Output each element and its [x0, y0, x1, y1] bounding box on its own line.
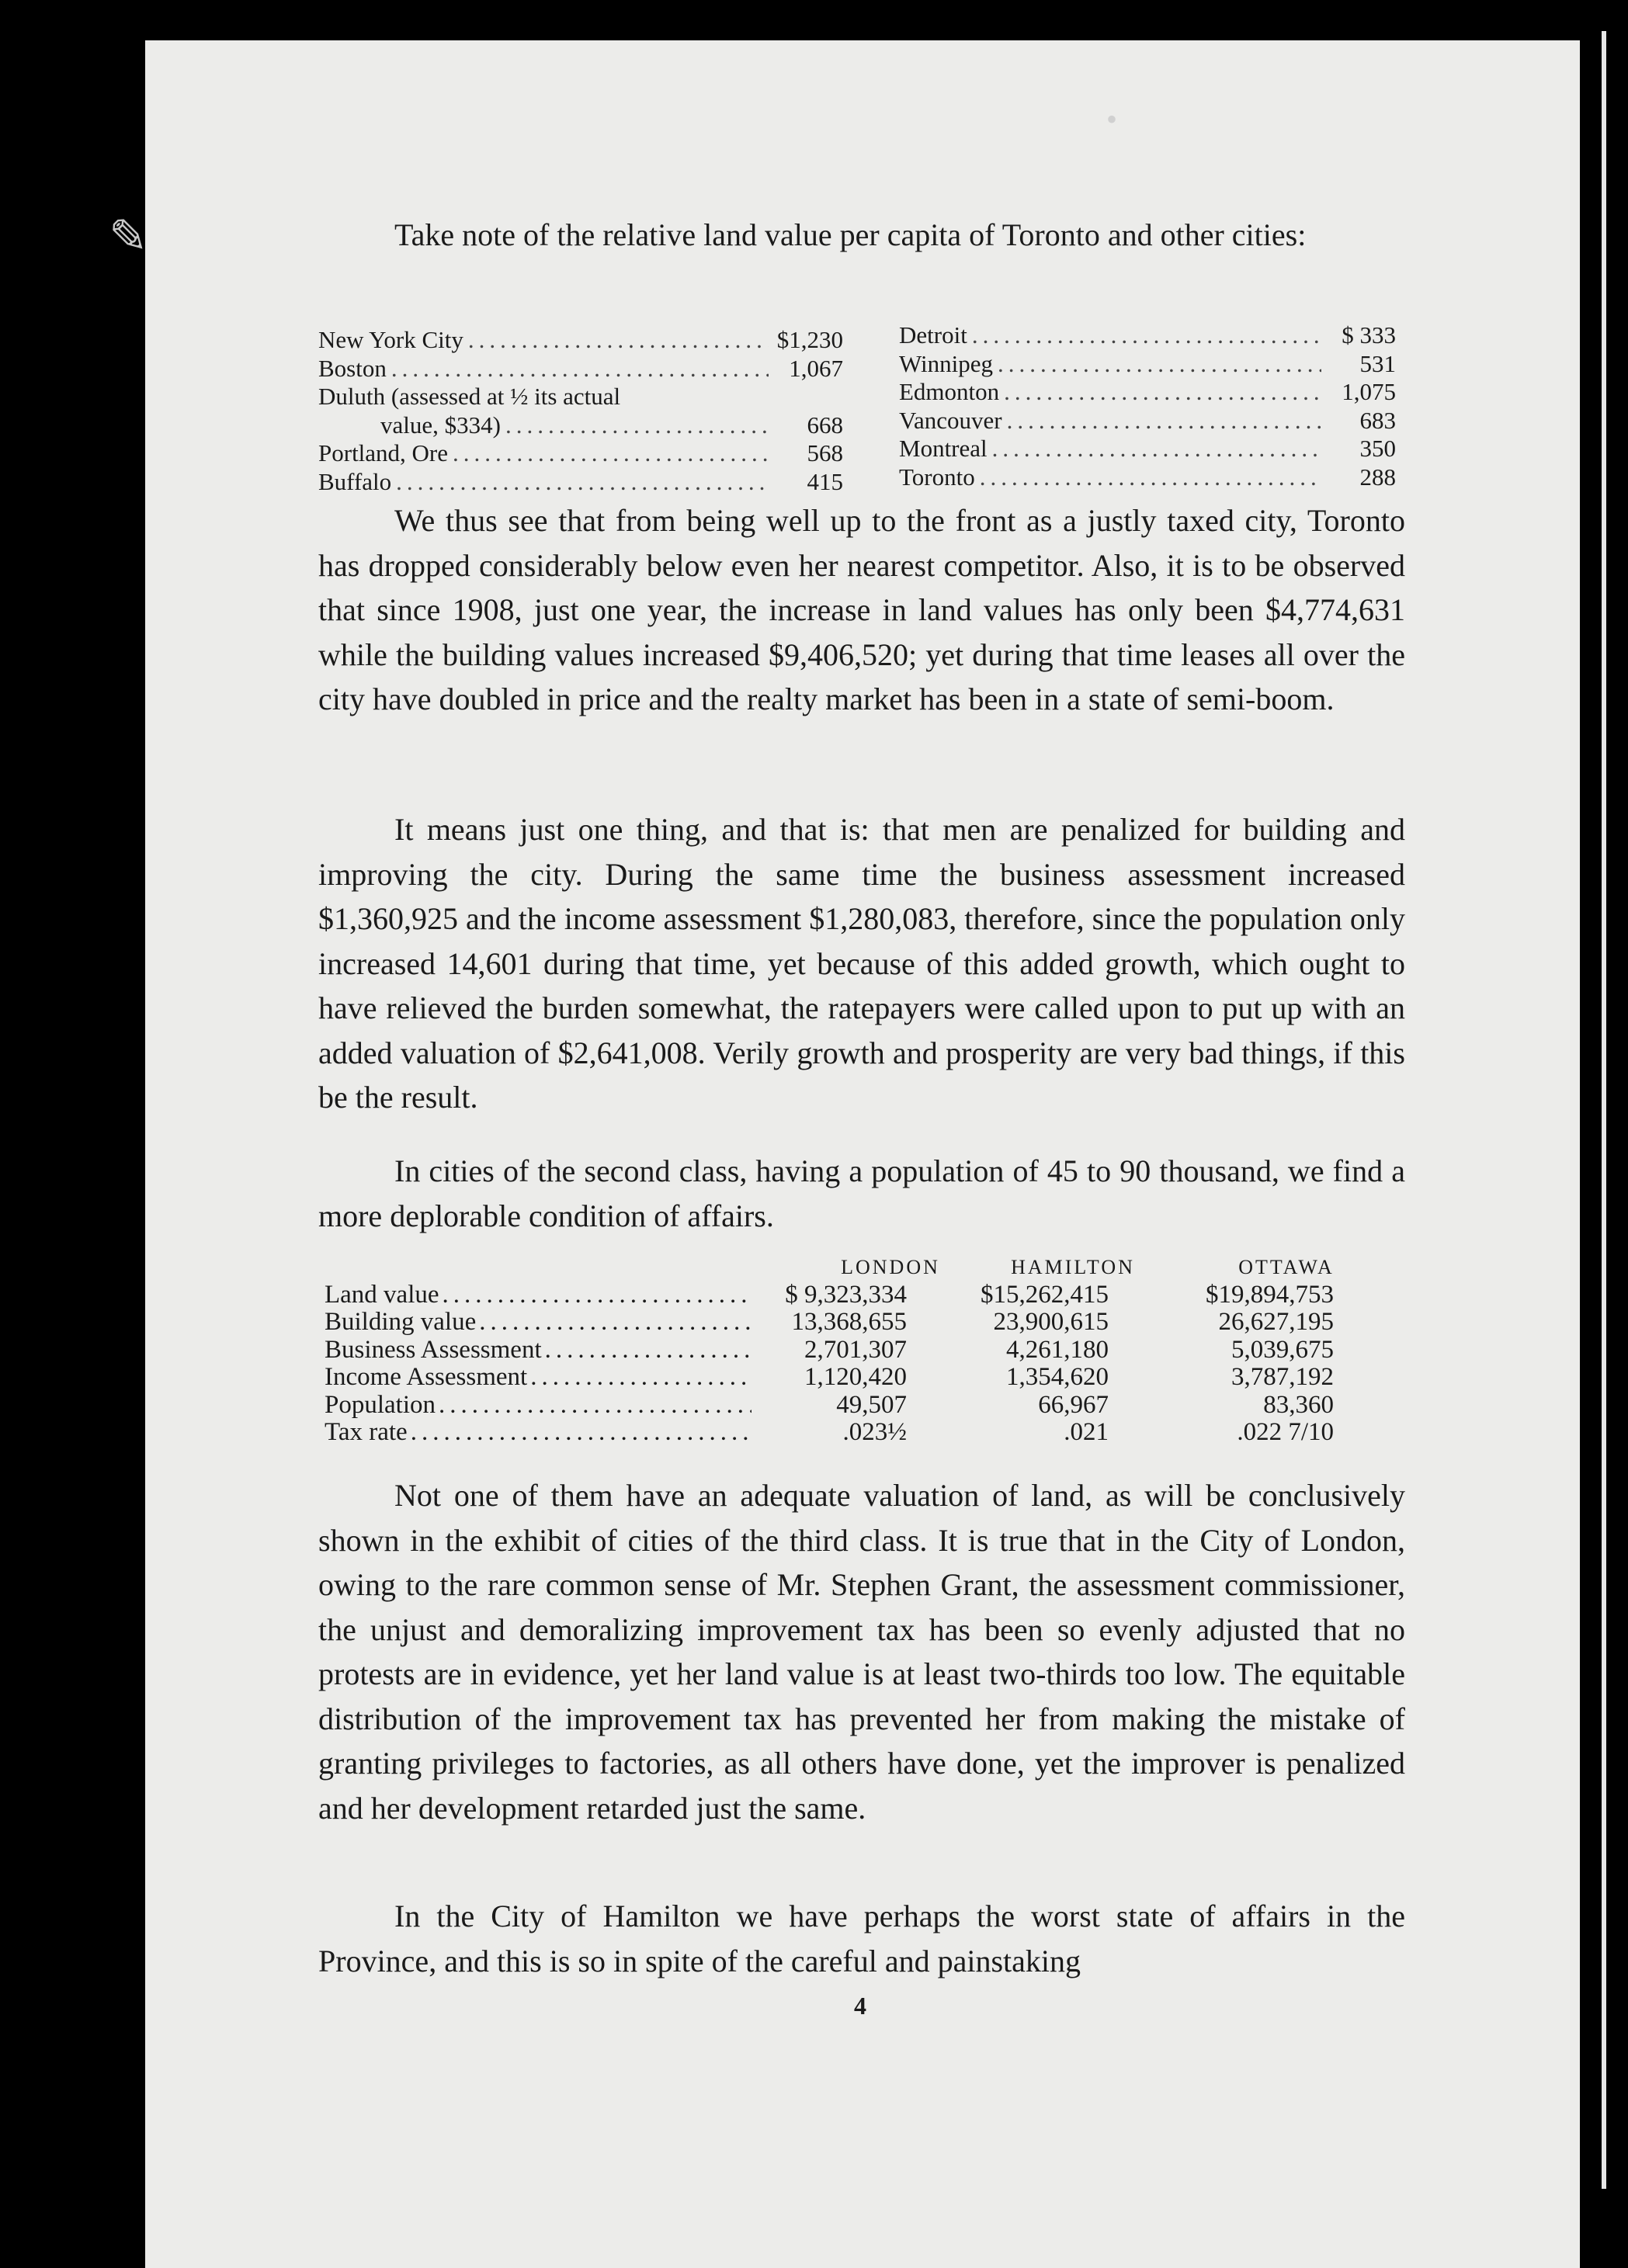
city-row — [318, 411, 843, 440]
paragraph-5: In the City of Hamilton we have perhaps the worst state of affairs in the Province, and this is so in spite of the careful and painstaking — [318, 1899, 1405, 1978]
leader-dots — [468, 326, 769, 355]
city-value: 1,075 — [1342, 378, 1396, 405]
page-edge — [1602, 31, 1606, 2189]
city-name: Buffalo — [318, 467, 392, 495]
leader-dots — [545, 1337, 752, 1365]
leader-dots — [992, 435, 1321, 463]
city-row — [318, 439, 843, 468]
comparison-table — [325, 1254, 1411, 1447]
paragraph-4: Not one of them have an adequate valuation of land, as will be conclusively shown in the exhibit of cities of the third class. It is true that in the City of London, owing to the rare common sense of Mr. Stephen Grant, the assessment commissioner, the unjust and demoralizing improvement tax has been so evenly adjusted that no protests are in evidence, yet her land value is at least two-thirds too low. The equitable distribution of the improvement tax has prevented her from making the mistake of granting privileges to factories, as all others have done, yet the improver is penalized and her development retarded just the same. — [318, 1478, 1405, 1826]
table-cell: 83,360 — [1263, 1390, 1334, 1419]
row-label-text: Population — [325, 1391, 436, 1419]
row-label-text: Land value — [325, 1281, 439, 1309]
city-name: Vancouver — [899, 406, 1002, 434]
city-row — [318, 355, 843, 383]
leader-dots — [505, 411, 769, 440]
row-label — [325, 1281, 752, 1309]
leader-dots — [1004, 378, 1321, 407]
city-name: Montreal — [899, 435, 988, 462]
column-header: OTTAWA — [1238, 1256, 1335, 1278]
city-name: Edmonton — [899, 378, 1000, 405]
city-row — [899, 407, 1396, 435]
table-cell: .022 7/10 — [1237, 1418, 1334, 1446]
table-row — [325, 1309, 1411, 1337]
city-name: value, $334) — [380, 411, 501, 439]
table-row — [325, 1419, 1411, 1447]
row-label-text: Tax rate — [325, 1419, 408, 1446]
table-row — [325, 1337, 1411, 1365]
row-label-text: Business Assessment — [325, 1336, 542, 1364]
city-value: 415 — [807, 467, 843, 495]
city-row — [318, 468, 843, 497]
column-header: HAMILTON — [1011, 1256, 1135, 1278]
city-row — [899, 350, 1396, 379]
leader-dots — [1007, 407, 1321, 435]
leader-dots — [439, 1392, 752, 1420]
table-row — [325, 1364, 1411, 1392]
city-name: Winnipeg — [899, 349, 994, 377]
row-label — [325, 1419, 752, 1447]
table-cell: $ 9,323,334 — [785, 1280, 907, 1309]
table-cell: $15,262,415 — [981, 1280, 1109, 1309]
column-header: LONDON — [841, 1256, 940, 1278]
table-cell: 49,507 — [836, 1390, 907, 1419]
table-cell: .021 — [1064, 1418, 1109, 1446]
row-label — [325, 1364, 752, 1392]
paragraph-2: It means just one thing, and that is: that men are penalized for building and improving the city. During the same time the business assessment increased $1,360,925 and the income assessment $1,280,083, therefore, since the population only increased 14,601 during that time, yet because of this added growth, which ought to have relieved the burden somewhat, the ratepayers were called upon to put up with an added valuation of $2,641,008. Verily growth and prosperity are very bad things, if this be the result. — [318, 812, 1405, 1115]
city-row — [318, 383, 843, 411]
leader-dots — [453, 439, 769, 468]
table-row — [325, 1392, 1411, 1420]
leader-dots — [443, 1281, 752, 1309]
city-row — [318, 326, 843, 355]
table-cell: 1,354,620 — [1006, 1363, 1109, 1391]
comparison-table-header — [809, 1254, 1411, 1281]
city-value: 288 — [1359, 463, 1396, 491]
city-name: Boston — [318, 354, 387, 382]
city-name: Portland, Ore — [318, 439, 449, 466]
row-label — [325, 1309, 752, 1337]
row-label — [325, 1392, 752, 1420]
table-cell: 3,787,192 — [1231, 1363, 1334, 1391]
city-value: 683 — [1359, 406, 1396, 434]
row-label-text: Income Assessment — [325, 1364, 528, 1391]
table-cell: 13,368,655 — [791, 1308, 907, 1336]
speck-mark: • — [1106, 102, 1118, 137]
table-cell: .023½ — [842, 1418, 907, 1446]
table-cell: 66,967 — [1038, 1390, 1109, 1419]
city-value: 531 — [1359, 349, 1396, 377]
leader-dots — [972, 321, 1321, 350]
city-value: $ 333 — [1342, 321, 1396, 349]
leader-dots — [411, 1419, 752, 1447]
leader-dots — [530, 1364, 752, 1392]
table-cell: 1,120,420 — [804, 1363, 907, 1391]
row-label-text: Building value — [325, 1309, 477, 1336]
leader-dots — [391, 355, 769, 383]
city-row — [899, 321, 1396, 350]
city-row — [899, 435, 1396, 463]
paragraph-3: In cities of the second class, having a population of 45 to 90 thousand, we find a more deplorable condition of affairs. — [318, 1153, 1405, 1233]
table-cell: 5,039,675 — [1231, 1335, 1334, 1364]
city-name: Toronto — [899, 463, 975, 491]
city-value: 1,067 — [789, 354, 843, 382]
leader-dots — [479, 1309, 752, 1337]
paragraph-1: We thus see that from being well up to the front as a justly taxed city, Toronto has dropped considerably below even her nearest competitor. Also, it is to be observed that since 1908, just one year, the increase in land values has only been $4,774,631 while the building values increased $9,406,520; yet during that time leases all over the city have doubled in price and the realty market has been in a state of semi-boom. — [318, 503, 1405, 716]
city-value: $1,230 — [776, 326, 843, 353]
city-value: 668 — [807, 411, 843, 439]
city-row — [899, 378, 1396, 407]
city-value: 350 — [1359, 435, 1396, 462]
city-row — [899, 463, 1396, 492]
city-name: Detroit — [899, 321, 967, 349]
table-cell: 2,701,307 — [804, 1335, 907, 1364]
page-number: 4 — [854, 1992, 866, 2020]
margin-mark: ✎ — [109, 211, 148, 262]
row-label — [325, 1337, 752, 1365]
city-value: 568 — [807, 439, 843, 466]
comparison-table-body — [325, 1281, 1411, 1447]
table-cell: 4,261,180 — [1006, 1335, 1109, 1364]
leader-dots — [980, 463, 1321, 492]
city-name: New York City — [318, 326, 463, 353]
table-cell: 26,627,195 — [1218, 1308, 1334, 1336]
table-cell: 23,900,615 — [993, 1308, 1109, 1336]
city-name: Duluth (assessed at ½ its actual — [318, 383, 621, 410]
leader-dots — [998, 350, 1321, 379]
leader-dots — [396, 468, 769, 497]
intro-paragraph: Take note of the relative land value per capita of Toronto and other cities: — [394, 217, 1307, 252]
left-cities-table — [318, 326, 843, 496]
table-cell: $19,894,753 — [1206, 1280, 1334, 1309]
right-cities-table — [899, 321, 1396, 491]
table-row — [325, 1281, 1411, 1309]
